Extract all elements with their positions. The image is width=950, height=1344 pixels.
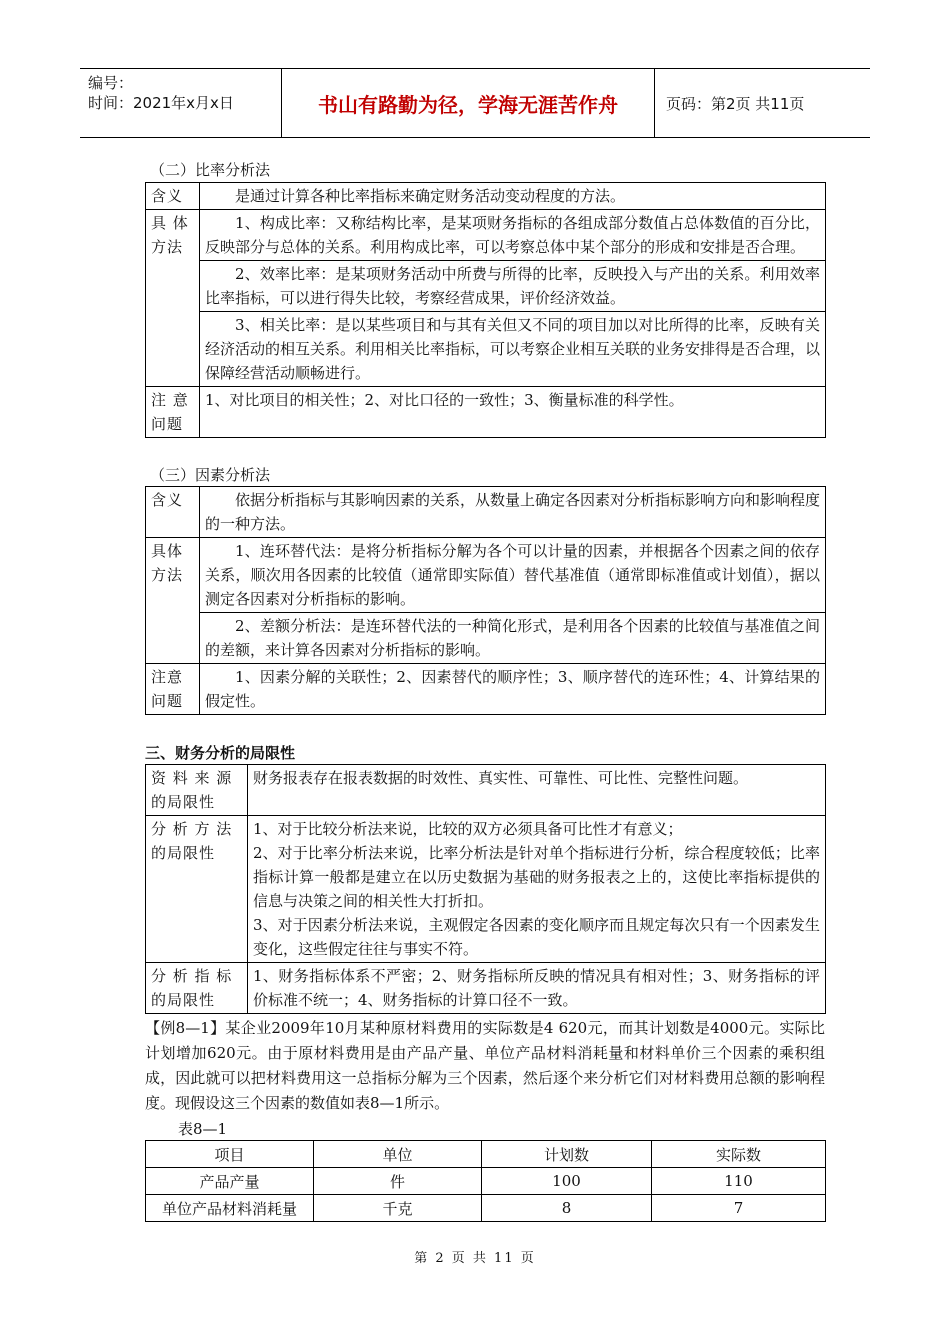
ratio-notes-label: 注 意 问题	[146, 387, 200, 438]
limits-method-line: 1、对于比较分析法来说，比较的双方必须具备可比性才有意义；	[253, 820, 683, 838]
limits-method-line: 3、对于因素分析法来说，主观假定各因素的变化顺序而且规定每次只有一个因素发生变化，这些假定往往与事实不符。	[253, 916, 820, 958]
header-motto: 书山有路勤为径，学海无涯苦作舟	[281, 69, 655, 137]
factor-method-row	[146, 538, 826, 613]
table-row	[146, 1168, 826, 1195]
table-cell: 产品产量	[146, 1168, 314, 1195]
limits-method-text	[248, 816, 826, 963]
table-cell: 100	[482, 1168, 652, 1195]
ratio-method-label: 具 体 方法	[146, 210, 200, 387]
limits-row	[146, 765, 826, 816]
ratio-meaning-text: 是通过计算各种比率指标来确定财务活动变动程度的方法。	[200, 183, 826, 210]
ratio-method-row	[146, 312, 826, 387]
ratio-section-title: （二）比率分析法	[150, 161, 271, 179]
ratio-notes-text: 1、对比项目的相关性；2、对比口径的一致性；3、衡量标准的科学性。	[200, 387, 826, 438]
table-cell: 7	[652, 1195, 826, 1222]
table-row	[146, 1195, 826, 1222]
ratio-meaning-label: 含义	[146, 183, 200, 210]
limits-method-label: 分 析 方 法 的局限性	[146, 816, 248, 963]
table-cell: 件	[314, 1168, 482, 1195]
example-paragraph: 【例8—1】某企业2009年10月某种原材料费用的实际数是4 620元，而其计划数是4000元。实际比计划增加620元。由于原材料费用是由产品产量、单位产品材料消耗量和材料单价三个因素的乘积组成，因此就可以把材料费用这一总指标分解为三个因素，然后逐个来分析它们对材料费用总额的影响程度。现假设这三个因素的数值如表8—1所示。	[145, 1019, 825, 1112]
limits-indicator-label: 分 析 指 标 的局限性	[146, 963, 248, 1014]
table-header-row	[146, 1141, 826, 1168]
header-page-info: 页码：第2页 共11页	[666, 94, 805, 113]
ratio-notes-row	[146, 387, 826, 438]
table-header-cell: 实际数	[652, 1141, 826, 1168]
factor-meaning-row	[146, 487, 826, 538]
factor-notes-label: 注意 问题	[146, 664, 200, 715]
limits-indicator-line: 1、财务指标体系不严密；2、财务指标所反映的情况具有相对性；3、财务指标的评价标准不统一；4、财务指标的计算口径不一致。	[253, 967, 820, 1009]
limits-data-label: 资 料 来 源 的局限性	[146, 765, 248, 816]
ratio-method-row	[146, 210, 826, 261]
ratio-method-row	[146, 261, 826, 312]
ratio-method-2: 2、效率比率：是某项财务活动中所费与所得的比率，反映投入与产出的关系。利用效率比率指标，可以进行得失比较，考察经营成果，评价经济效益。	[200, 261, 826, 312]
ratio-meaning-row	[146, 183, 826, 210]
factor-table	[145, 486, 826, 715]
limits-row	[146, 963, 826, 1014]
table-header-cell: 计划数	[482, 1141, 652, 1168]
factor-method-row	[146, 613, 826, 664]
ratio-method-1: 1、构成比率：又称结构比率，是某项财务指标的各组成部分数值占总体数值的百分比，反映部分与总体的关系。利用构成比率，可以考察总体中某个部分的形成和安排是否合理。	[200, 210, 826, 261]
factor-meaning-label: 含义	[146, 487, 200, 538]
limits-data-text	[248, 765, 826, 816]
date-label: 时间：2021年x月x日	[88, 94, 234, 112]
limits-indicator-text	[248, 963, 826, 1014]
table-header-cell: 单位	[314, 1141, 482, 1168]
table-cell: 8	[482, 1195, 652, 1222]
ratio-method-3: 3、相关比率：是以某些项目和与其有关但又不同的项目加以对比所得的比率，反映有关经济活动的相互关系。利用相关比率指标，可以考察企业相互关联的业务安排得是否合理，以保障经营活动顺畅进行。	[200, 312, 826, 387]
limits-row	[146, 816, 826, 963]
factor-meaning-text: 依据分析指标与其影响因素的关系，从数量上确定各因素对分析指标影响方向和影响程度的一种方法。	[200, 487, 826, 538]
factor-notes-row	[146, 664, 826, 715]
serial-label: 编号：	[88, 74, 134, 92]
table-caption: 表8—1	[178, 1120, 228, 1138]
data-table	[145, 1140, 826, 1222]
limits-section-title: 三、财务分析的局限性	[145, 744, 296, 762]
table-cell: 千克	[314, 1195, 482, 1222]
table-cell: 单位产品材料消耗量	[146, 1195, 314, 1222]
ratio-table	[145, 182, 826, 438]
page-header	[80, 68, 870, 138]
factor-notes-text: 1、因素分解的关联性；2、因素替代的顺序性；3、顺序替代的连环性；4、计算结果的假定性。	[200, 664, 826, 715]
table-cell: 110	[652, 1168, 826, 1195]
table-header-cell: 项目	[146, 1141, 314, 1168]
limits-method-line: 2、对于比率分析法来说，比率分析法是针对单个指标进行分析，综合程度较低；比率指标计算一般都是建立在以历史数据为基础的财务报表之上的，这使比率指标提供的信息与决策之间的相关性大打折扣。	[253, 844, 820, 910]
factor-method-2: 2、差额分析法：是连环替代法的一种简化形式，是利用各个因素的比较值与基准值之间的差额，来计算各因素对分析指标的影响。	[200, 613, 826, 664]
factor-method-label: 具体 方法	[146, 538, 200, 664]
factor-section-title: （三）因素分析法	[150, 466, 271, 484]
page-footer: 第 2 页 共 11 页	[414, 1251, 536, 1266]
factor-method-1: 1、连环替代法：是将分析指标分解为各个可以计量的因素，并根据各个因素之间的依存关系，顺次用各因素的比较值（通常即实际值）替代基准值（通常即标准值或计划值），据以测定各因素对分析指标的影响。	[200, 538, 826, 613]
header-meta	[80, 69, 280, 137]
limits-table	[145, 764, 826, 1014]
limits-data-line: 财务报表存在报表数据的时效性、真实性、可靠性、可比性、完整性问题。	[253, 769, 749, 787]
